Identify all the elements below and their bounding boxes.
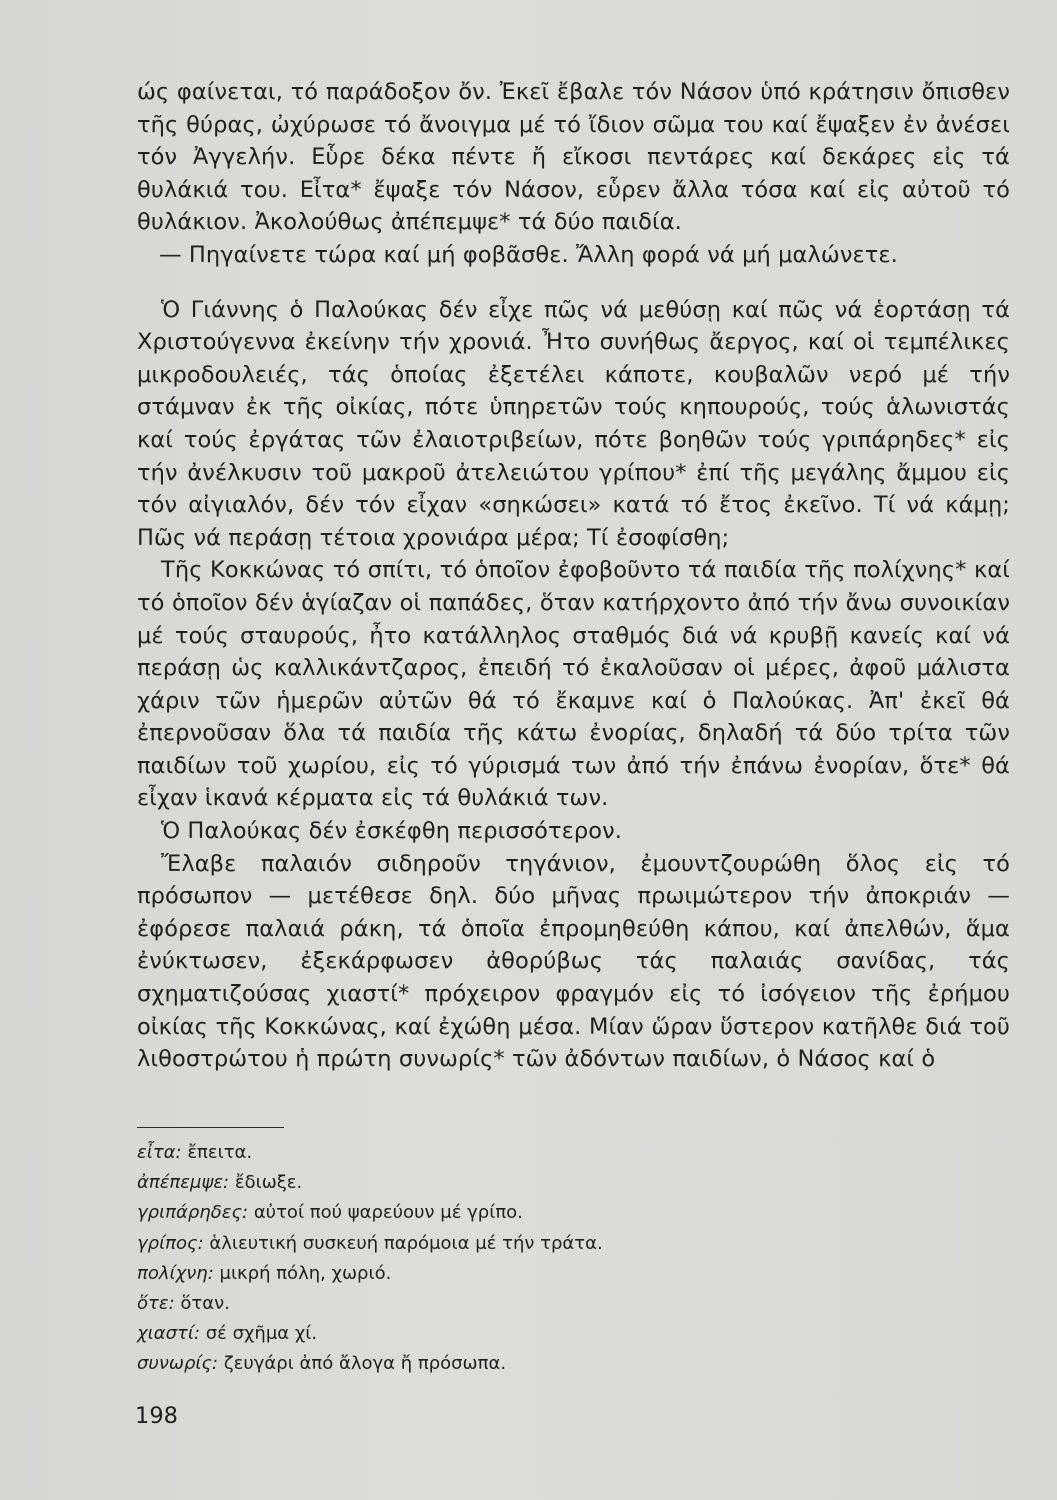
footnote-definition: σέ σχῆμα χί.	[205, 1323, 318, 1345]
footnote	[137, 1319, 837, 1349]
paragraph: Ὁ Παλούκας δέν ἐσκέφθη περισσότερον.	[161, 818, 623, 845]
paragraph-continuation: ώς φαίνεται, τό παράδοξον ὄν. Ἐκεῖ ἔβαλε τόν Νάσον ὑπό κράτησιν ὄπισθεν τῆς θύρας, ὠχύρωσε τό ἄνοιγμα μέ τό ἴδιον σῶμα του καί ἔψαξεν ἐν ἀνέσει τόν Ἀγγελήν. Εὗρε δέκα πέντε ἤ εἴκοσι πεντάρες καί δεκάρες εἰς τά θυλάκιά του. Εἶτα* ἔψαξε τόν Νάσον, εὗρεν ἄλλα τόσα καί εἰς αὐτοῦ τό θυλάκιον. Ἀκολούθως ἀπέπεμψε* τά δύο παιδία.	[137, 79, 1010, 236]
footnote-definition: αὐτοί πού ψαρεύουν μέ γρίπο.	[253, 1202, 523, 1224]
footnote	[137, 1198, 837, 1228]
main-text	[137, 76, 1010, 1076]
dialogue-line: — Πηγαίνετε τώρα καί μή φοβᾶσθε. Ἄλλη φορά νά μή μαλώνετε.	[159, 241, 898, 268]
paragraph: Τῆς Κοκκώνας τό σπίτι, τό ὁποῖον ἐφοβοῦντο τά παιδία τῆς πολίχνης* καί τό ὁποῖον δέν ἁγίαζαν οἱ παπάδες, ὅταν κατήρχοντο ἀπό τήν ἄνω συνοικίαν μέ τούς σταυρούς, ἦτο κατάλληλος σταθμός διά νά κρυβῇ κανείς καί νά περάσῃ ὡς καλλικάντζαρος, ἐπειδή τό ἐκαλοῦσαν οἱ μέρες, ἀφοῦ μάλιστα χάριν τῶν ἡμερῶν αὐτῶν θά τό ἔκαμνε καί ὁ Παλούκας. Ἀπ' ἐκεῖ θά ἐπερνοῦσαν ὅλα τά παιδία τῆς κάτω ἐνορίας, δηλαδή τά δύο τρίτα τῶν παιδίων τοῦ χωρίου, εἰς τό γύρισμά των ἀπό τήν ἐπάνω ἐνορίαν, ὅτε* θά εἶχαν ἱκανά κέρματα εἰς τά θυλάκιά των.	[137, 557, 1010, 812]
footnote-term: ἀπέπεμψε:	[137, 1172, 230, 1194]
footnote	[137, 1289, 837, 1319]
footnote-definition: ἁλιευτική συσκευή παρόμοια μέ τήν τράτα.	[209, 1232, 603, 1254]
footnote-definition: ζευγάρι ἀπό ἄλογα ἤ πρόσωπα.	[223, 1353, 507, 1375]
footnote-term: γρίπος:	[137, 1232, 204, 1254]
footnote	[137, 1168, 837, 1198]
footnote	[137, 1229, 837, 1259]
footnote-definition: ἔπειτα.	[187, 1142, 253, 1163]
footnote	[137, 1349, 837, 1379]
footnote-term: συνωρίς:	[137, 1353, 219, 1375]
footnote-term: πολίχνη:	[137, 1262, 214, 1284]
footnote-definition: μικρή πόλη, χωριό.	[219, 1262, 392, 1284]
footnote-definition: ὅταν.	[180, 1293, 230, 1315]
footnote-term: γριπάρηδες:	[137, 1202, 249, 1224]
section-gap	[137, 272, 1010, 294]
footnote-term: εἶτα:	[137, 1142, 182, 1163]
paragraph: Ὁ Γιάννης ὁ Παλούκας δέν εἶχε πῶς νά μεθύσῃ καί πῶς νά ἑορτάσῃ τά Χριστούγεννα ἐκείνην τήν χρονιά. Ἦτο συνήθως ἄεργος, καί οἱ τεμπέλικες μικροδουλειές, τάς ὁποίας ἐξετέλει κάποτε, κουβαλῶν νερό μέ τήν στάμναν ἐκ τῆς οἰκίας, πότε ὑπηρετῶν τούς κηπουρούς, τούς ἁλωνιστάς καί τούς ἐργάτας τῶν ἐλαιοτριβείων, πότε βοηθῶν τούς γριπάρηδες* εἰς τήν ἀνέλκυσιν τοῦ μακροῦ ἀτελειώτου γρίπου* ἐπί τῆς μεγάλης ἄμμου εἰς τόν αἰγιαλόν, δέν τόν εἶχαν «σηκώσει» κατά τό ἔτος ἐκεῖνο. Τί νά κάμῃ; Πῶς νά περάσῃ τέτοια χρονιάρα μέρα; Τί ἐσοφίσθη;	[137, 296, 1010, 551]
footnote-term: χιαστί:	[137, 1323, 201, 1345]
footnotes	[137, 1138, 837, 1380]
footnote-divider	[137, 1127, 284, 1128]
paragraph: Ἔλαβε παλαιόν σιδηροῦν τηγάνιον, ἐμουντζουρώθη ὅλος εἰς τό πρόσωπον — μετέθεσε δηλ. δύο μῆνας πρωιμώτερον τήν ἀποκριάν — ἐφόρεσε παλαιά ράκη, τά ὁποῖα ἐπρομηθεύθη κάπου, καί ἀπελθών, ἅμα ἐνύκτωσεν, ἐξεκάρφωσεν ἀθορύβως τάς παλαιάς σανίδας, τάς σχηματιζούσας χιαστί* πρόχειρον φραγμόν εἰς τό ἰσόγειον τῆς ἐρήμου οἰκίας τῆς Κοκκώνας, καί ἐχώθη μέσα. Μίαν ὥραν ὕστερον κατῆλθε διά τοῦ λιθοστρώτου ἡ πρώτη συνωρίς* τῶν ἀδόντων παιδίων, ὁ Νάσος καί ὁ	[137, 850, 1010, 1073]
page-number: 198	[135, 1403, 178, 1429]
footnote	[137, 1138, 837, 1168]
footnote-definition: ἔδιωξε.	[234, 1172, 303, 1194]
footnote-term: ὅτε:	[137, 1293, 175, 1315]
footnote	[137, 1259, 837, 1289]
